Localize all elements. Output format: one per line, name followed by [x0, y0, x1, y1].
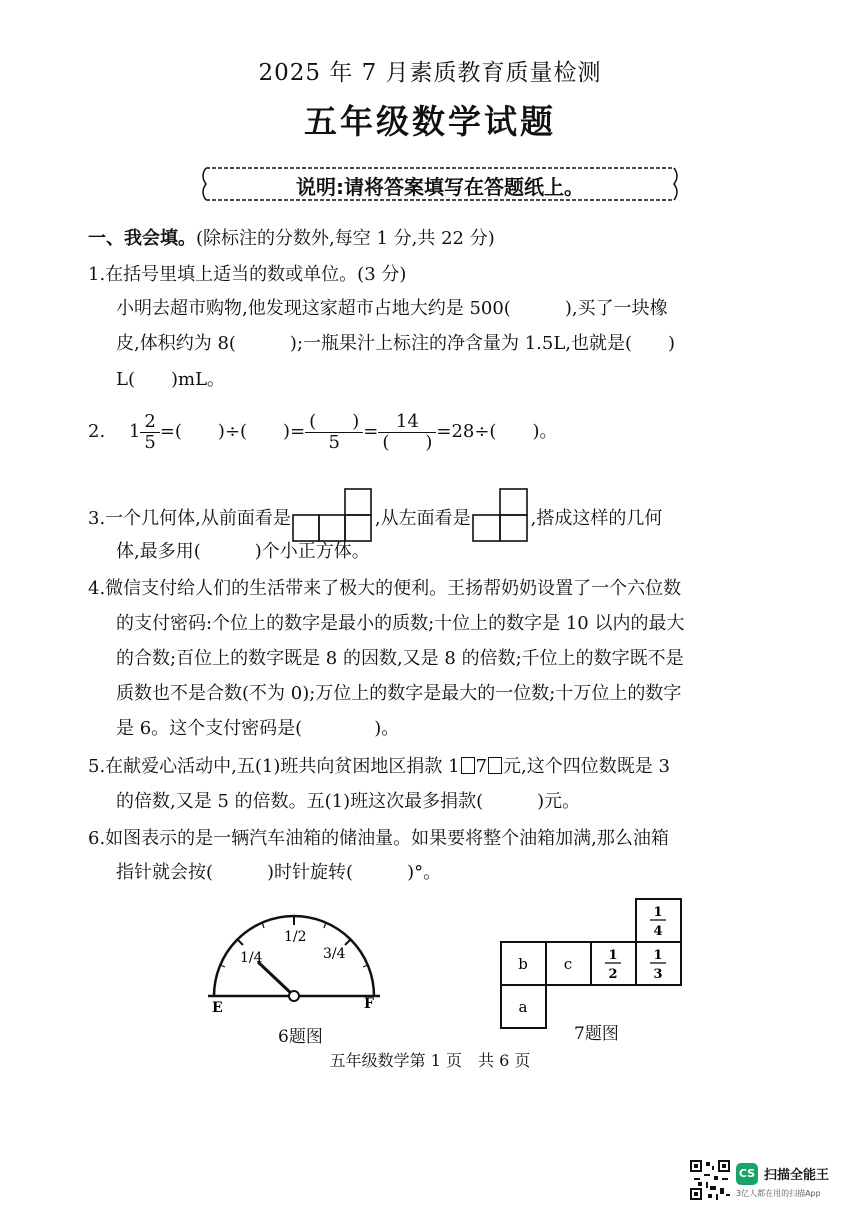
net-cell-c: c: [563, 955, 573, 973]
exam-title: 五年级数学试题: [304, 102, 556, 141]
q2-frac3-num: 14: [378, 412, 436, 433]
q4-line1: 4.微信支付给人们的生活带来了极大的便利。王扬帮奶奶设置了一个六位数: [88, 578, 682, 599]
q2-fraction-2: [305, 412, 363, 453]
net-cell-b: b: [518, 955, 528, 973]
q5-part-c: 元,这个四位数既是 3: [503, 756, 670, 777]
q2-frac3-den: ( ): [382, 431, 433, 453]
q4-line3: 的合数;百位上的数字既是 8 的因数,又是 8 的倍数;千位上的数字既不是: [116, 648, 684, 669]
q3-part-a: 3.一个几何体,从前面看是: [88, 508, 291, 529]
net-quarter-num: 1: [653, 905, 663, 920]
q3-line2: 体,最多用( )个小正方体。: [116, 541, 370, 562]
q5-part-b: 7: [475, 756, 488, 777]
q1-line4: L( )mL。: [116, 369, 226, 390]
gauge-needle: [258, 962, 294, 996]
net-third-num: 1: [653, 948, 663, 963]
notice-box: [200, 160, 680, 208]
q4-line2: 的支付密码:个位上的数字是最小的质数;十位上的数字是 10 以内的最大: [116, 613, 685, 634]
q2-frac2-num: ( ): [305, 412, 363, 433]
q5-part-a: 5.在献爱心活动中,五(1)班共向贫困地区捐款 1: [88, 756, 460, 777]
q2-fraction-3: [378, 412, 436, 453]
cube-net-figure: [498, 896, 688, 1032]
section-title: 一、我会填。: [88, 228, 196, 249]
gauge-label-empty: E: [212, 1000, 223, 1016]
section-note: (除标注的分数外,每空 1 分,共 22 分): [196, 228, 495, 249]
q2-frac2-den: 5: [328, 431, 340, 453]
net-cell-a: a: [518, 998, 528, 1016]
q6-line2: 指针就会按( )时针旋转( )°。: [116, 862, 442, 883]
gauge-label-full: F: [364, 996, 374, 1012]
q2-frac-den: 5: [144, 431, 156, 453]
q3-part-c: ,搭成这样的几何: [530, 508, 663, 529]
gauge-label-half: 1/2: [284, 929, 307, 945]
q2-number: 2.: [88, 421, 106, 442]
fig6-caption: 6题图: [278, 1027, 323, 1047]
scanner-badge: [690, 1160, 850, 1208]
camscanner-tagline: 3亿人都在用的扫描App: [736, 1189, 821, 1198]
q5-line1: [88, 756, 670, 778]
q2-fraction: [140, 412, 159, 453]
camscanner-name: 扫描全能王: [764, 1168, 830, 1183]
page-footer: 五年级数学第 1 页 共 6 页: [329, 1051, 531, 1070]
section-heading: [88, 228, 495, 250]
q2-part-b: =28÷( )。: [436, 421, 558, 442]
camscanner-logo: CS: [736, 1163, 758, 1185]
q6-line1: 6.如图表示的是一辆汽车油箱的储油量。如果要将整个油箱加满,那么油箱: [88, 828, 669, 849]
left-view-diagram: [471, 486, 531, 542]
front-view-diagram: [291, 486, 375, 542]
q2-whole: 1: [128, 421, 141, 442]
q3-line1: [88, 486, 662, 542]
net-half-den: 2: [608, 967, 618, 982]
q4-line5: 是 6。这个支付密码是( )。: [116, 718, 400, 739]
digit-box-1: [461, 757, 475, 774]
q2-frac-num: 2: [140, 412, 159, 433]
exam-subtitle: 2025 年 7 月素质教育质量检测: [258, 60, 602, 86]
q3-part-b: ,从左面看是: [374, 508, 471, 529]
gauge-label-quarter: 1/4: [240, 950, 263, 966]
fig7-caption: 7题图: [574, 1024, 619, 1044]
fuel-gauge-figure: [196, 900, 396, 1020]
gauge-pivot: [289, 991, 299, 1001]
notice-text: 说明:请将答案填写在答题纸上。: [296, 175, 584, 199]
qr-code-icon: [690, 1160, 730, 1200]
q2-part-a: =( )÷( )=: [159, 421, 306, 442]
net-quarter-den: 4: [653, 924, 663, 939]
net-half-num: 1: [608, 948, 618, 963]
gauge-arc: [214, 916, 374, 996]
q2-eq: =: [363, 421, 379, 442]
q1-line3: 皮,体积约为 8( );一瓶果汁上标注的净含量为 1.5L,也就是( ): [116, 333, 676, 354]
q2-equation: [88, 410, 557, 454]
net-third-den: 3: [653, 967, 663, 982]
q1-line2: 小明去超市购物,他发现这家超市占地大约是 500( ),买了一块橡: [116, 298, 668, 319]
q5-line2: 的倍数,又是 5 的倍数。五(1)班这次最多捐款( )元。: [116, 791, 581, 812]
gauge-label-three-quarter: 3/4: [323, 946, 346, 962]
q1-title: 1.在括号里填上适当的数或单位。(3 分): [88, 264, 407, 285]
q4-line4: 质数也不是合数(不为 0);万位上的数字是最大的一位数;十万位上的数字: [116, 683, 682, 704]
digit-box-2: [488, 757, 502, 774]
